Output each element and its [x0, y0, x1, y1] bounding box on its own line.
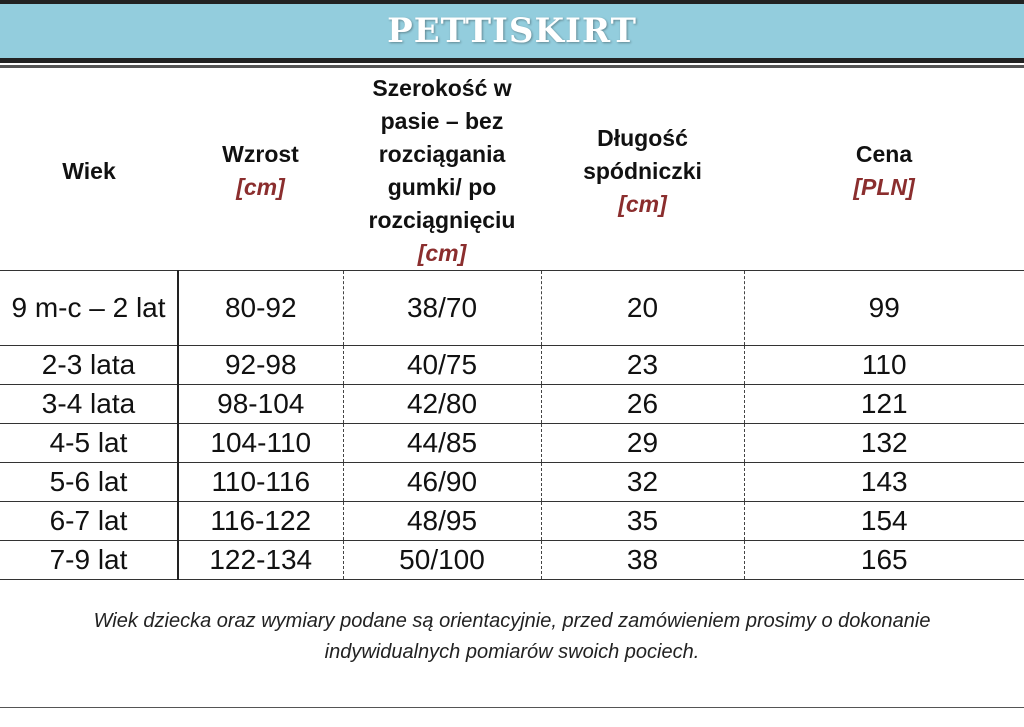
- header-age: [0, 72, 178, 271]
- cell-length: 26: [541, 385, 744, 424]
- cell-waist: 46/90: [343, 463, 541, 502]
- title-bar: [0, 0, 1024, 58]
- cell-length: 29: [541, 424, 744, 463]
- cell-age: 3-4 lata: [0, 385, 178, 424]
- divider: [0, 58, 1024, 63]
- cell-length: 38: [541, 541, 744, 580]
- cell-age: 7-9 lat: [0, 541, 178, 580]
- table-header-row: [0, 72, 1024, 271]
- cell-waist: 42/80: [343, 385, 541, 424]
- divider: [0, 707, 1024, 708]
- cell-age: 2-3 lata: [0, 346, 178, 385]
- cell-height: 92-98: [178, 346, 343, 385]
- header-label: Wiek: [62, 157, 116, 184]
- page-title: PETTISKIRT: [387, 11, 637, 51]
- disclaimer-note: [20, 606, 1004, 668]
- cell-height: 122-134: [178, 541, 343, 580]
- cell-age: 9 m-c – 2 lat: [0, 271, 178, 346]
- cell-length: 32: [541, 463, 744, 502]
- cell-length: 23: [541, 346, 744, 385]
- cell-price: 110: [744, 346, 1024, 385]
- cell-waist: 40/75: [343, 346, 541, 385]
- cell-height: 104-110: [178, 424, 343, 463]
- note-line: indywidualnych pomiarów swoich pociech.: [324, 641, 700, 663]
- table-row: [0, 463, 1024, 502]
- header-unit: [cm]: [236, 174, 285, 200]
- cell-price: 121: [744, 385, 1024, 424]
- header-length: [541, 72, 744, 271]
- cell-price: 132: [744, 424, 1024, 463]
- divider: [0, 65, 1024, 68]
- header-height: [178, 72, 343, 271]
- cell-height: 116-122: [178, 502, 343, 541]
- header-waist: [343, 72, 541, 271]
- cell-waist: 48/95: [343, 502, 541, 541]
- cell-age: 5-6 lat: [0, 463, 178, 502]
- table-row: [0, 424, 1024, 463]
- header-price: [744, 72, 1024, 271]
- note-line: Wiek dziecka oraz wymiary podane są orientacyjnie, przed zamówieniem prosimy o dokonanie: [93, 610, 931, 632]
- cell-waist: 38/70: [343, 271, 541, 346]
- table-row: [0, 271, 1024, 346]
- cell-height: 98-104: [178, 385, 343, 424]
- table-row: [0, 502, 1024, 541]
- header-unit: [cm]: [618, 190, 667, 217]
- header-unit: [cm]: [417, 240, 467, 266]
- header-label: Szerokość w pasie – bez rozciągania gumki/ po rozciągnięciu: [368, 75, 516, 233]
- cell-waist: 50/100: [343, 541, 541, 580]
- cell-price: 143: [744, 463, 1024, 502]
- cell-age: 6-7 lat: [0, 502, 178, 541]
- header-label: Wzrost: [222, 141, 299, 167]
- cell-waist: 44/85: [343, 424, 541, 463]
- header-unit: [PLN]: [853, 174, 915, 200]
- table-row: [0, 385, 1024, 424]
- cell-length: 20: [541, 271, 744, 346]
- cell-length: 35: [541, 502, 744, 541]
- cell-age: 4-5 lat: [0, 424, 178, 463]
- cell-height: 110-116: [178, 463, 343, 502]
- cell-price: 99: [744, 271, 1024, 346]
- table-row: [0, 541, 1024, 580]
- table-row: [0, 346, 1024, 385]
- cell-price: 154: [744, 502, 1024, 541]
- size-table: [0, 72, 1024, 580]
- header-label: Cena: [855, 141, 913, 167]
- header-label: Długość spódniczki: [583, 124, 702, 184]
- cell-height: 80-92: [178, 271, 343, 346]
- cell-price: 165: [744, 541, 1024, 580]
